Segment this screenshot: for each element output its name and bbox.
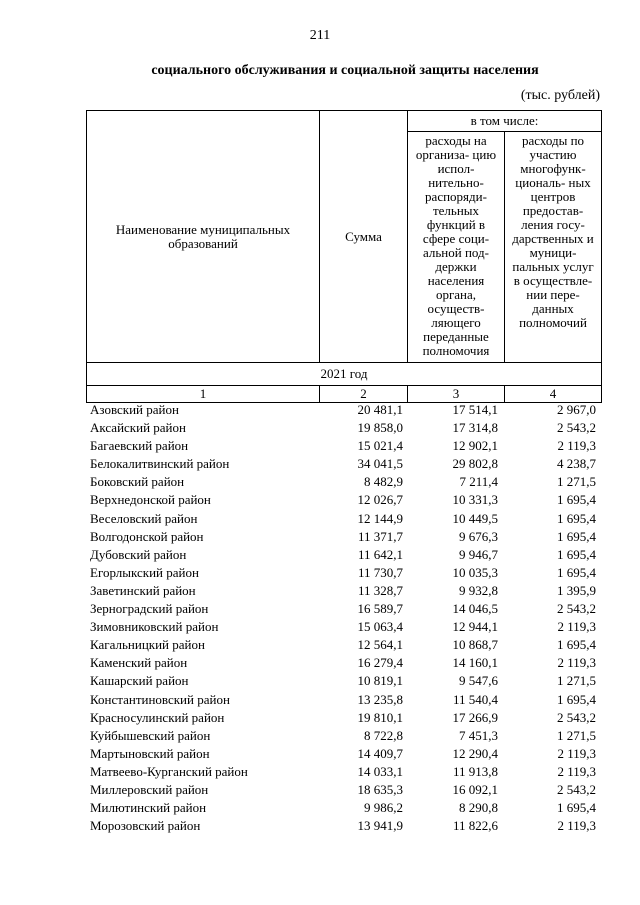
municipality-name: Красносулинский район: [90, 709, 225, 725]
column-number-4: 4: [505, 386, 602, 403]
table-row: [86, 473, 601, 491]
table-row: [86, 491, 601, 509]
row-sum: 18 635,3: [357, 781, 403, 797]
row-col4-value: 2 119,3: [557, 745, 596, 761]
row-sum: 34 041,5: [357, 456, 403, 472]
row-col3-value: 9 547,6: [459, 673, 498, 689]
row-col4-value: 1 271,5: [557, 727, 596, 743]
table-row: [86, 636, 601, 654]
table-row: [86, 455, 601, 473]
row-col3-value: 12 944,1: [452, 619, 498, 635]
row-col3-value: 9 676,3: [459, 528, 498, 544]
row-col4-value: 2 543,2: [557, 420, 596, 436]
year-row: 2021 год: [87, 363, 602, 386]
municipality-name: Веселовский район: [90, 510, 198, 526]
row-col4-value: 2 543,2: [557, 709, 596, 725]
municipality-name: Каменский район: [90, 655, 188, 671]
row-col3-value: 12 290,4: [452, 745, 498, 761]
municipality-name: Белокалитвинский район: [90, 456, 230, 472]
header-sum-column: Сумма: [320, 111, 408, 363]
row-col3-value: 14 046,5: [452, 601, 498, 617]
row-col3-value: 9 932,8: [459, 582, 498, 598]
municipality-name: Константиновский район: [90, 691, 230, 707]
units-label: (тыс. рублей): [520, 88, 600, 103]
municipality-name: Кагальницкий район: [90, 637, 205, 653]
row-sum: 12 144,9: [357, 510, 403, 526]
row-col3-value: 11 913,8: [452, 763, 498, 779]
table-row: [86, 401, 601, 419]
row-sum: 8 482,9: [364, 474, 403, 490]
row-col4-value: 2 119,3: [557, 655, 596, 671]
row-col4-value: 2 543,2: [557, 601, 596, 617]
municipality-name: Кашарский район: [90, 673, 189, 689]
table-row: [86, 709, 601, 727]
row-col3-value: 16 092,1: [452, 781, 498, 797]
row-sum: 13 941,9: [357, 818, 403, 834]
table-row: [86, 817, 601, 835]
row-sum: 8 722,8: [364, 727, 403, 743]
municipality-name: Азовский район: [90, 402, 179, 417]
table-row: [86, 528, 601, 546]
row-sum: 11 642,1: [357, 546, 403, 562]
municipality-name: Егорлыкский район: [90, 564, 199, 580]
table-row: [86, 654, 601, 672]
row-col3-value: 17 314,8: [452, 420, 498, 436]
row-col4-value: 2 119,3: [557, 619, 596, 635]
table-row: [86, 745, 601, 763]
row-sum: 11 730,7: [357, 564, 403, 580]
row-col3-value: 10 868,7: [452, 637, 498, 653]
row-col3-value: 17 266,9: [452, 709, 498, 725]
municipality-name: Зерноградский район: [90, 601, 209, 617]
municipality-name: Боковский район: [90, 474, 185, 490]
municipality-name: Зимовниковский район: [90, 619, 219, 635]
row-sum: 16 589,7: [357, 601, 403, 617]
table-row: [86, 691, 601, 709]
row-sum: 13 235,8: [357, 691, 403, 707]
row-sum: 19 810,1: [357, 709, 403, 725]
row-col4-value: 1 271,5: [557, 474, 596, 490]
table-row: [86, 763, 601, 781]
municipality-name: Миллеровский район: [90, 781, 209, 797]
column-number-3: 3: [408, 386, 505, 403]
row-col3-value: 8 290,8: [459, 800, 498, 816]
row-col4-value: 2 543,2: [557, 781, 596, 797]
municipality-name: Верхнедонской район: [90, 492, 211, 508]
row-col3-value: 11 540,4: [452, 691, 498, 707]
row-sum: 12 026,7: [357, 492, 403, 508]
municipality-name: Заветинский район: [90, 582, 196, 598]
municipality-name: Мартыновский район: [90, 745, 210, 761]
row-col3-value: 10 035,3: [452, 564, 498, 580]
row-col4-value: 2 967,0: [557, 402, 596, 417]
table-row: [86, 564, 601, 582]
row-col4-value: 1 695,4: [557, 637, 596, 653]
row-col4-value: 4 238,7: [557, 456, 596, 472]
table-row: [86, 618, 601, 636]
row-col3-value: 7 451,3: [459, 727, 498, 743]
row-sum: 15 021,4: [357, 438, 403, 454]
header-name-column: Наименование муниципальных образований: [87, 111, 320, 363]
table-row: [86, 600, 601, 618]
row-col4-value: 2 119,3: [557, 438, 596, 454]
table-header: [86, 110, 602, 403]
row-sum: 9 986,2: [364, 800, 403, 816]
row-col4-value: 2 119,3: [557, 763, 596, 779]
table-row: [86, 510, 601, 528]
table-row: [86, 672, 601, 690]
municipality-name: Морозовский район: [90, 818, 201, 834]
page-number: 211: [309, 28, 331, 43]
row-col3-value: 10 449,5: [452, 510, 498, 526]
municipality-name: Дубовский район: [90, 546, 187, 562]
header-col4: расходы по участию многофунк- циональ- ных центров предостав- ления госу- дарственных и муници- пальных услуг в осуществле- нии пере- данных полномочий: [505, 132, 602, 363]
row-sum: 10 819,1: [357, 673, 403, 689]
column-number-1: 1: [87, 386, 320, 403]
row-col4-value: 1 695,4: [557, 492, 596, 508]
row-col4-value: 2 119,3: [557, 818, 596, 834]
table-row: [86, 727, 601, 745]
column-number-2: 2: [320, 386, 408, 403]
table-body: [86, 401, 601, 835]
row-col4-value: 1 695,4: [557, 528, 596, 544]
row-sum: 14 409,7: [357, 745, 403, 761]
municipality-name: Багаевский район: [90, 438, 189, 454]
row-sum: 11 371,7: [357, 528, 403, 544]
table-row: [86, 546, 601, 564]
row-sum: 11 328,7: [357, 582, 403, 598]
header-including: в том числе:: [408, 111, 602, 132]
row-sum: 20 481,1: [357, 402, 403, 417]
row-sum: 19 858,0: [357, 420, 403, 436]
row-sum: 14 033,1: [357, 763, 403, 779]
row-col3-value: 17 514,1: [452, 402, 498, 417]
row-col3-value: 9 946,7: [459, 546, 498, 562]
row-col4-value: 1 271,5: [557, 673, 596, 689]
municipality-name: Аксайский район: [90, 420, 186, 436]
municipality-name: Милютинский район: [90, 800, 207, 816]
table-row: [86, 799, 601, 817]
row-col3-value: 29 802,8: [452, 456, 498, 472]
row-col4-value: 1 395,9: [557, 582, 596, 598]
table-row: [86, 437, 601, 455]
row-col4-value: 1 695,4: [557, 510, 596, 526]
row-col4-value: 1 695,4: [557, 546, 596, 562]
municipality-name: Волгодонской район: [90, 528, 204, 544]
row-col3-value: 11 822,6: [452, 818, 498, 834]
table-row: [86, 582, 601, 600]
row-sum: 15 063,4: [357, 619, 403, 635]
row-col3-value: 10 331,3: [452, 492, 498, 508]
row-col3-value: 7 211,4: [459, 474, 498, 490]
header-col3: расходы на организа- цию испол- нительно- распоряди- тельных функций в сфере соци- альной под- держки населения органа, осуществ- ляющего переданные полномочия: [408, 132, 505, 363]
row-col4-value: 1 695,4: [557, 691, 596, 707]
row-col4-value: 1 695,4: [557, 564, 596, 580]
row-sum: 12 564,1: [357, 637, 403, 653]
municipality-name: Куйбышевский район: [90, 727, 211, 743]
municipality-name: Матвеево-Курганский район: [90, 763, 248, 779]
row-col3-value: 14 160,1: [452, 655, 498, 671]
row-col4-value: 1 695,4: [557, 800, 596, 816]
row-sum: 16 279,4: [357, 655, 403, 671]
document-title: социального обслуживания и социальной защиты населения: [151, 63, 539, 78]
table-row: [86, 419, 601, 437]
table-row: [86, 781, 601, 799]
row-col3-value: 12 902,1: [452, 438, 498, 454]
